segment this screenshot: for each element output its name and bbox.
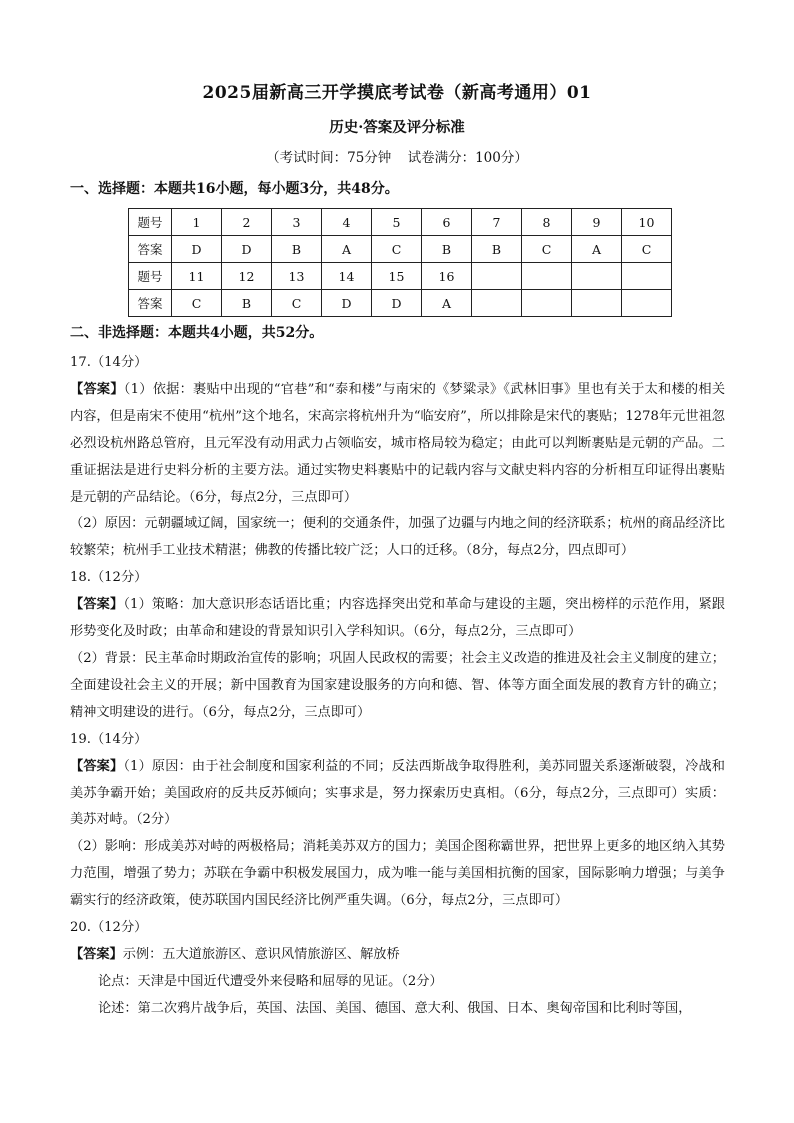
- table-cell: 10: [622, 209, 672, 236]
- row-label: 题号: [129, 263, 172, 290]
- table-cell: A: [422, 290, 472, 317]
- table-row: [129, 236, 672, 263]
- table-cell: 12: [222, 263, 272, 290]
- table-cell: [572, 263, 622, 290]
- answer-paragraph: 论点：天津是中国近代遭受外来侵略和屈辱的见证。（2分）: [98, 973, 443, 989]
- table-cell: [472, 263, 522, 290]
- exam-time: （考试时间：75分钟: [266, 150, 392, 166]
- table-cell: 7: [472, 209, 522, 236]
- table-cell: A: [322, 236, 372, 263]
- table-cell: B: [472, 236, 522, 263]
- table-cell: 11: [172, 263, 222, 290]
- table-cell: C: [272, 290, 322, 317]
- table-cell: [522, 290, 572, 317]
- table-row: [129, 209, 672, 236]
- answer-text: 示例：五大道旅游区、意识风情旅游区、解放桥: [122, 946, 400, 962]
- table-cell: 6: [422, 209, 472, 236]
- table-cell: B: [422, 236, 472, 263]
- answer-label: 【答案】: [70, 758, 124, 774]
- table-cell: [522, 263, 572, 290]
- answer-text: （1）策略：加大意识形态话语比重；内容选择突出党和革命与建设的主题，突出榜样的示范作用，紧跟形势变化及时政；由革命和建设的背景知识引入学科知识。（6分，每点2分，三点即可）: [70, 597, 725, 640]
- table-cell: 16: [422, 263, 472, 290]
- answer-label: 【答案】: [70, 381, 124, 397]
- row-label: 答案: [129, 236, 172, 263]
- table-cell: 3: [272, 209, 322, 236]
- table-cell: 1: [172, 209, 222, 236]
- answer-paragraph: [70, 592, 725, 646]
- answer-table: [128, 208, 672, 317]
- question-number: 19.（14分）: [70, 731, 148, 747]
- question-number: 17.（14分）: [70, 355, 148, 370]
- table-cell: D: [322, 290, 372, 317]
- table-cell: [472, 290, 522, 317]
- table-cell: 4: [322, 209, 372, 236]
- question-number: 20.（12分）: [70, 920, 148, 936]
- table-row: [129, 290, 672, 317]
- table-cell: C: [172, 290, 222, 317]
- table-cell: B: [272, 236, 322, 263]
- table-cell: 13: [272, 263, 322, 290]
- row-label: 答案: [129, 290, 172, 317]
- exam-score: 试卷满分：100分）: [407, 150, 528, 166]
- table-cell: [622, 290, 672, 317]
- answers-body: [70, 350, 725, 1023]
- answer-text: （1）依据：裹贴中出现的“官巷”和“泰和楼”与南宋的《梦粱录》《武林旧事》里也有关于太和楼的相关内容，但是南宋不使用“杭州”这个地名，宋高宗将杭州升为“临安府”，所以排除是宋代的裹贴；1278年元世祖忽必烈设杭州路总管府，且元军没有动用武力占领临安，城市格局较为稳定；由此可以判断裹贴是元朝的产品。二重证据法是进行史料分析的主要方法。通过实物史料裹贴中的记载内容与文献史料内容的分析相互印证得出裹贴是元朝的产品结论。（6分，每点2分，三点即可）: [70, 381, 726, 505]
- answer-paragraph: （2）影响：形成美苏对峙的两极格局；消耗美苏双方的国力；美国企图称霸世界，把世界上更多的地区纳入其势力范围，增强了势力；苏联在争霸中积极发展国力，成为唯一能与美国相抗衡的国家，国际影响力增强；与美争霸实行的经济政策，使苏联国内国民经济比例严重失调。（6分，每点2分，三点即可）: [70, 839, 725, 909]
- answer-paragraph: （2）背景：民主革命时期政治宣传的影响；巩固人民政权的需要；社会主义改造的推进及社会主义制度的建立；全面建设社会主义的开展；新中国教育为国家建设服务的方向和德、智、体等方面全面发展的教育方针的确立；精神文明建设的进行。（6分，每点2分，三点即可）: [70, 650, 725, 720]
- table-cell: 14: [322, 263, 372, 290]
- page-subtitle: 历史·答案及评分标准: [329, 119, 465, 136]
- table-cell: [622, 263, 672, 290]
- table-cell: C: [372, 236, 422, 263]
- answer-label: 【答案】: [70, 597, 124, 613]
- table-cell: A: [572, 236, 622, 263]
- table-cell: 5: [372, 209, 422, 236]
- answer-paragraph: [70, 942, 725, 969]
- table-cell: 15: [372, 263, 422, 290]
- table-cell: D: [372, 290, 422, 317]
- table-cell: B: [222, 290, 272, 317]
- table-cell: C: [522, 236, 572, 263]
- section-1-heading: 一、选择题：本题共16小题，每小题3分，共48分。: [70, 181, 399, 197]
- exam-meta: [0, 146, 794, 166]
- answer-label: 【答案】: [70, 946, 123, 962]
- answer-paragraph: （2）原因：元朝疆域辽阔，国家统一；便利的交通条件，加强了边疆与内地之间的经济联系；杭州的商品经济比较繁荣；杭州手工业技术精湛；佛教的传播比较广泛；人口的迁移。（8分，每点2分，四点即可）: [70, 516, 725, 559]
- question-number: 18.（12分）: [70, 570, 148, 586]
- row-label: 题号: [129, 209, 172, 236]
- section-2-heading: 二、非选择题：本题共4小题，共52分。: [70, 325, 324, 341]
- table-cell: C: [622, 236, 672, 263]
- table-cell: D: [172, 236, 222, 263]
- table-cell: 2: [222, 209, 272, 236]
- page-title: 2025届新高三开学摸底考试卷（新高考通用）01: [202, 83, 592, 103]
- table-cell: D: [222, 236, 272, 263]
- answer-paragraph: 论述：第二次鸦片战争后，英国、法国、美国、德国、意大利、俄国、日本、奥匈帝国和比利时等国，: [98, 1000, 692, 1016]
- table-cell: [572, 290, 622, 317]
- table-row: [129, 263, 672, 290]
- answer-text: （1）原因：由于社会制度和国家利益的不同；反法西斯战争取得胜利，美苏同盟关系逐渐破裂，冷战和美苏争霸开始；美国政府的反共反苏倾向；实事求是，努力探索历史真相。（6分，每点2分，三点即可）实质：美苏对峙。（2分）: [70, 758, 725, 828]
- table-cell: 9: [572, 209, 622, 236]
- table-cell: 8: [522, 209, 572, 236]
- answer-paragraph: [70, 754, 725, 835]
- answer-paragraph: [70, 377, 725, 512]
